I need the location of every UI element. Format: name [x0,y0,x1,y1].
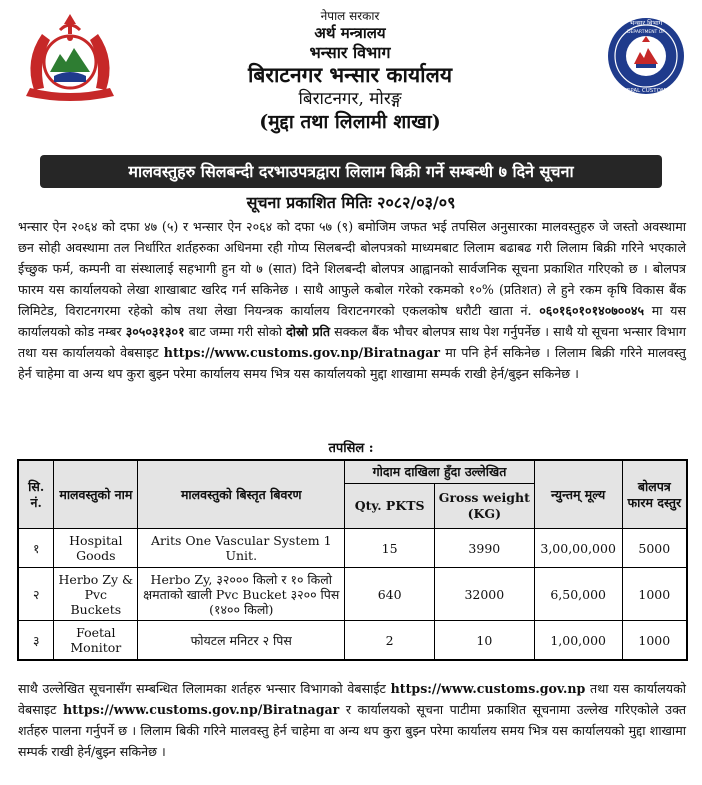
cell-qty: 15 [345,529,435,568]
notice-text-part3: बाट जम्मा गरी सोको [184,324,287,339]
notice-footer [18,678,686,762]
header-sn: सि. नं. [18,460,54,529]
table-row [18,621,687,661]
header-gross-weight: Gross weight (KG) [434,484,534,529]
cell-qty: 2 [345,621,435,661]
nepal-coat-of-arms-icon [14,10,126,106]
seal-text-top: भन्सार विभाग [629,19,663,27]
publish-date: सूचना प्रकाशित मितिः २०८२/०३/०९ [246,193,456,212]
office-name: बिराटनगर भन्सार कार्यालय [247,62,453,87]
cell-weight: 3990 [434,529,534,568]
department-name: भन्सार विभाग [309,43,391,62]
auction-items-table [17,459,688,661]
header-min-price: न्युन्तम् मूल्य [534,460,622,529]
footer-text-part1: साथै उल्लेखित सूचनासँग सम्बन्धित लिलामका शर्तहरु भन्सार विभागको वेबसाईट [18,681,391,696]
cell-sn: १ [18,529,54,568]
cell-fee: 5000 [622,529,687,568]
cell-price: 3,00,00,000 [534,529,622,568]
customs-website-link[interactable]: https://www.customs.gov.np [390,681,586,696]
account-number: ०६०१६०१०१४०७००४५ [539,303,644,318]
notice-text-part4: सक्कल बैंक भौचर बोलपत्र साथ पेश गर्नुपर्नेछ । साथै यो सूचना भन्सार विभाग तथा यस कार्यालयको वेबसाइट [18,324,687,360]
office-location: बिराटनगर, मोरङ्ग [298,89,402,109]
office-header [130,8,570,134]
office-website-link[interactable]: https://www.customs.gov.np/Biratnagar [163,345,441,360]
header-description: मालवस्तुको बिस्तृत बिवरण [138,460,345,529]
footer-text-part2: तथा यस कार्यालयको वेबसाइट [18,681,686,717]
second-copy-label: दोस्रो प्रति [286,324,331,339]
cell-description: Herbo Zy, ३२००० किलो र १० किलो क्षमताको खाली Pvc Bucket ३२०० पिस (१४०० किलो) [138,568,345,621]
seal-text-side: DEPARTMENT OF [627,30,665,35]
notice-text-part2: मा यस कार्यालयको कोड नम्बर [18,303,686,339]
cell-sn: २ [18,568,54,621]
cell-sn: ३ [18,621,54,661]
notice-title-banner: मालवस्तुहरु सिलबन्दी दरभाउपत्रद्वारा लिलाम बिक्री गर्ने सम्बन्धी ७ दिने सूचना [40,155,662,188]
cell-weight: 10 [434,621,534,661]
header-form-fee: बोलपत्र फारम दस्तुर [622,460,687,529]
footer-text-part3: र कार्यालयको सूचना पाटीमा प्रकाशित सूचनामा उल्लेख गरिएकोले उक्त शर्तहरु पालना गर्नुपर्ने छ । लिलाम बिकी गरिने मालवस्तु हेर्न चाहेमा वा अन्य थप कुरा बुझ्न परेमा कार्यालय समय भित्र यस कार्यालयको मुद्दा शाखामा सम्पर्क राखी हेर्न/बुझ्न सकिनेछ । [18,702,686,759]
notice-text-part1: भन्सार ऐन २०६४ को दफा ४७ (५) र भन्सार ऐन २०६४ को दफा ५७ (९) बमोजिम जफत भई तपसिल अनुसारका मालवस्तुहरु जे जस्तो अवस्थामा छन सोही अवस्थामा तल निर्धारित शर्तहरुका अधिनमा रही गोप्य सिलबन्दी बोलपत्रको माध्यमबाट लिलाम बढाबढ गरी लिलाम बिक्री गरिने भएकाले ईच्छुक फर्म, कम्पनी वा संस्थालाई सहभागी हुन यो ७ (सात) दिने शिलबन्दी बोलपत्र आह्वानको सार्वजनिक सूचना प्रकाशित गरिएको छ । बोलपत्र फारम यस कार्यालयको लेखा शाखाबाट खरिद गर्न सकिनेछ । साथै आफुले कबोल गरेको रकमको १०% (प्रतिशत) ले हुने रकम कृषि विकास बैंक लिमिटेड, विराटनगरमा रहेको कोष तथा लेखा नियन्त्रक कार्यालय विराटनगरको एकलकोष धरौटी खाता नं. [18,219,686,318]
cell-item-name: Foetal Monitor [54,621,138,661]
cell-fee: 1000 [622,621,687,661]
seal-text-bottom: NEPAL CUSTOMS [622,88,670,94]
office-website-link-footer[interactable]: https://www.customs.gov.np/Biratnagar [63,702,340,717]
table-header-row [18,460,687,484]
cell-price: 1,00,000 [534,621,622,661]
section-name: (मुद्दा तथा लिलामी शाखा) [259,111,441,133]
cell-item-name: Hospital Goods [54,529,138,568]
government-name: नेपाल सरकार [320,9,380,23]
cell-item-name: Herbo Zy & Pvc Buckets [54,568,138,621]
ministry-name: अर्थ मन्त्रालय [314,24,386,42]
nepal-customs-seal-icon [606,14,686,98]
cell-description: Arits One Vascular System 1 Unit. [138,529,345,568]
notice-text-part5: मा पनि हेर्न सकिनेछ । लिलाम बिक्री गरिने मालवस्तु हेर्न चाहेमा वा अन्य थप कुरा बुझ्न परेमा कार्यालय समय भित्र यस कार्यालयको मुद्दा शाखामा सम्पर्क राखी हेर्न/बुझ्न सकिनेछ । [18,345,686,381]
cell-weight: 32000 [434,568,534,621]
details-heading: तपसिल : [328,441,374,456]
cell-fee: 1000 [622,568,687,621]
office-code: ३०५०३१३०१ [125,324,185,339]
header-godown-group: गोदाम दाखिला हुँदा उल्लेखित [345,460,534,484]
notice-body [18,216,686,384]
table-row [18,529,687,568]
header-item-name: मालवस्तुको नाम [54,460,138,529]
table-row [18,568,687,621]
cell-price: 6,50,000 [534,568,622,621]
cell-description: फोयटल मनिटर २ पिस [138,621,345,661]
header-qty: Qty. PKTS [345,484,435,529]
cell-qty: 640 [345,568,435,621]
